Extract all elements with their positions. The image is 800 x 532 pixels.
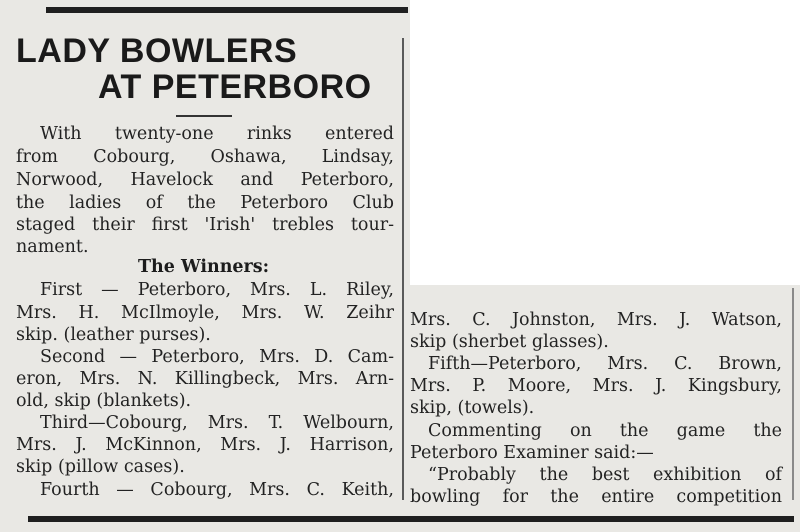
intro-line: staged their first 'Irish' trebles tour- xyxy=(16,215,394,235)
winners-line: Third—Cobourg, Mrs. T. Welbourn, xyxy=(40,413,394,433)
intro-line: from Cobourg, Oshawa, Lindsay, xyxy=(16,147,394,167)
winners-line: skip (sherbet glasses). xyxy=(410,332,609,352)
winners-line: Fifth—Peterboro, Mrs. C. Brown, xyxy=(428,354,782,374)
headline-line-2: AT PETERBORO xyxy=(98,68,372,106)
winners-line: Second — Peterboro, Mrs. D. Cam- xyxy=(40,347,394,367)
intro-line: With twenty-one rinks entered xyxy=(40,124,394,144)
intro-line: nament. xyxy=(16,237,89,257)
winners-line: Mrs. C. Johnston, Mrs. J. Watson, xyxy=(410,310,782,330)
winners-line: skip, (towels). xyxy=(410,398,535,418)
right-edge-divider xyxy=(792,288,794,500)
top-rule xyxy=(46,7,408,13)
winners-line: Mrs. J. McKinnon, Mrs. J. Harrison, xyxy=(16,435,394,455)
bottom-rule xyxy=(28,516,794,522)
winners-line: Mrs. P. Moore, Mrs. J. Kingsbury, xyxy=(410,376,782,396)
headline-rule xyxy=(176,115,232,117)
winners-heading: The Winners: xyxy=(138,257,270,277)
winners-line: skip. (leather purses). xyxy=(16,325,211,345)
headline-line-1: LADY BOWLERS xyxy=(16,32,298,70)
winners-line: old, skip (blankets). xyxy=(16,391,192,411)
winners-line: Fourth — Cobourg, Mrs. C. Keith, xyxy=(40,480,394,500)
commentary-line: Commenting on the game the xyxy=(428,421,782,441)
winners-line: skip (pillow cases). xyxy=(16,457,185,477)
intro-line: the ladies of the Peterboro Club xyxy=(16,193,394,213)
winners-line: Mrs. H. McIlmoyle, Mrs. W. Zeihr xyxy=(16,303,394,323)
winners-line: eron, Mrs. N. Killingbeck, Mrs. Arn- xyxy=(16,369,394,389)
commentary-line: “Probably the best exhibition of xyxy=(428,465,782,485)
intro-line: Norwood, Havelock and Peterboro, xyxy=(16,170,394,190)
column-divider xyxy=(402,38,404,500)
commentary-line: Peterboro Examiner said:— xyxy=(410,443,654,463)
winners-line: First — Peterboro, Mrs. L. Riley, xyxy=(40,280,394,300)
commentary-line: bowling for the entire competition xyxy=(410,487,782,507)
